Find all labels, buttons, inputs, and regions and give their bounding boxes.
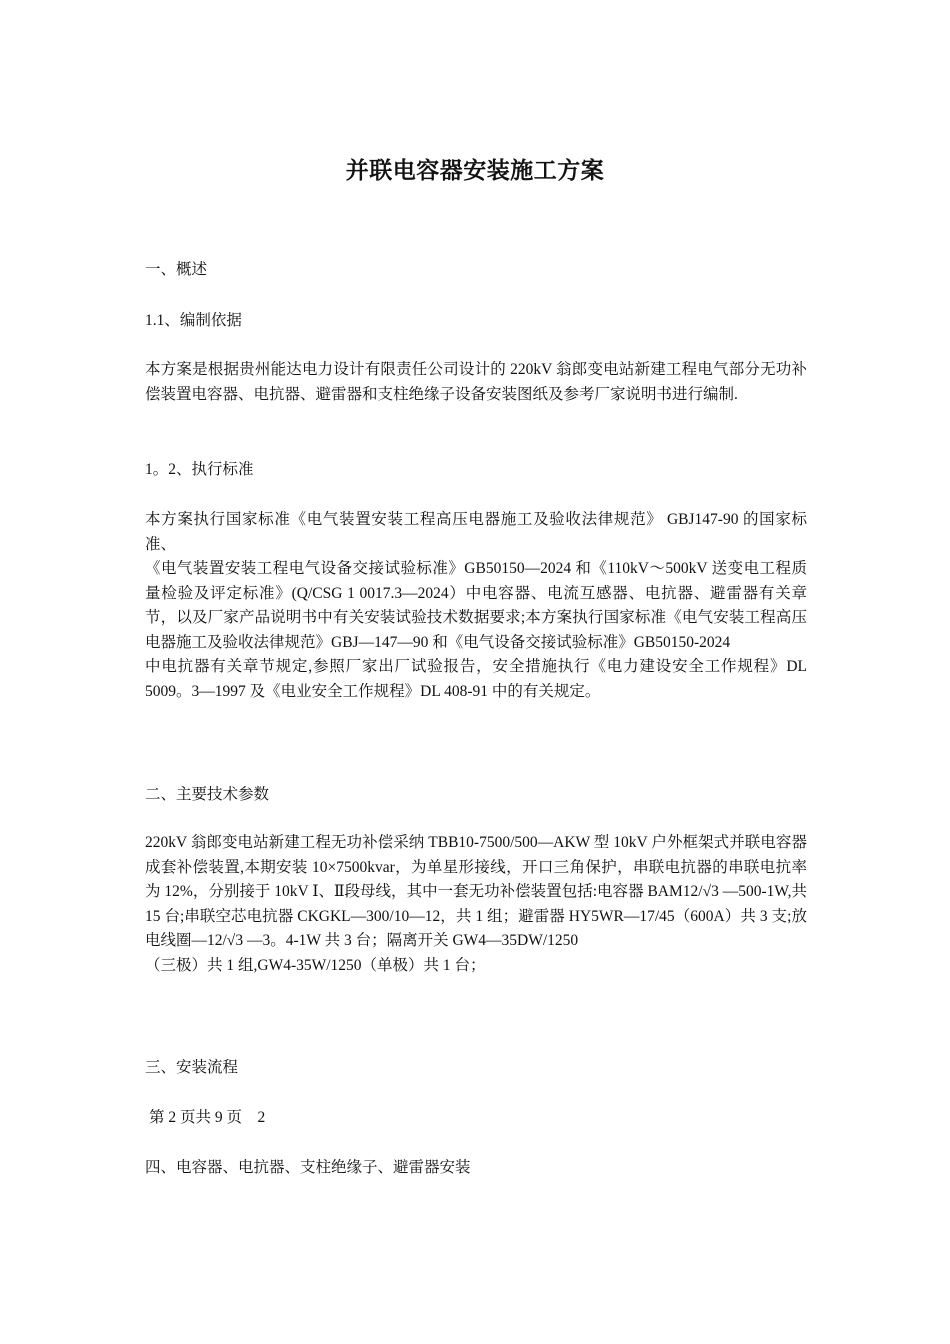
paragraph-parameters-line-1: 220kV 翁郎变电站新建工程无功补偿采纳 TBB10-7500/500—AKW 型 10kV 户外框架式并联电容器成套补偿装置,本期安装 10×7500kvar，为单星形接线，开口三角保护，串联电抗器的串联电抗率为 12%，分别接于 10kV Ⅰ、Ⅱ段母线，其中一套无功补偿装置包括:电容器 BAM12/√3 —500-1W,共 15 台;串联空芯电抗器 CKGKL—300/10—12，共 1 组；避雷器 HY5WR—17/45（600A）共 3 支;放电线圈—12/√3 —3。4-1W 共 3 台；隔离开关 GW4—35DW/1250 <box>145 834 807 949</box>
paragraph-standards-line-1: 本方案执行国家标准《电气装置安装工程高压电器施工及验收法律规范》 GBJ147-90 的国家标准、 <box>145 511 807 553</box>
paragraph-parameters <box>145 831 807 978</box>
section-heading-process: 三、安装流程 <box>145 1059 239 1076</box>
paragraph-standards-line-3: 中电抗器有关章节规定,参照厂家出厂试验报告，安全措施执行《电力建设安全工作规程》DL 5009。3—1997 及《电业安全工作规程》DL 408-91 中的有关规定。 <box>145 658 807 700</box>
subsection-heading-basis: 1.1、编制依据 <box>145 312 242 329</box>
paragraph-standards <box>145 508 807 704</box>
paragraph-parameters-line-2: （三极）共 1 组,GW4-35W/1250（单极）共 1 台； <box>145 956 486 974</box>
paragraph-standards-line-2: 《电气装置安装工程电气设备交接试验标准》GB50150—2024 和《110kV～500kV 送变电工程质量检验及评定标准》(Q/CSG 1 0017.3—2024）中电容器、电流互感器、电抗器、避雷器有关章节，以及厂家产品说明书中有关安装试验技术数据要求;本方案执行国家标准《电气安装工程高压电器施工及验收法律规范》GBJ—147—90 和《电气设备交接试验标准》GB50150-2024 <box>145 560 807 651</box>
subsection-heading-standards: 1。2、执行标准 <box>145 461 254 478</box>
page-footer: 第 2 页共 9 页 2 <box>149 1109 266 1126</box>
section-heading-installation: 四、电容器、电抗器、支柱绝缘子、避雷器安装 <box>145 1159 471 1176</box>
paragraph-basis: 本方案是根据贵州能达电力设计有限责任公司设计的 220kV 翁郎变电站新建工程电气部分无功补偿装置电容器、电抗器、避雷器和支柱绝缘子设备安装图纸及参考厂家说明书进行编制. <box>145 361 807 403</box>
section-heading-overview: 一、概述 <box>145 261 208 278</box>
document-title: 并联电容器安装施工方案 <box>345 158 605 183</box>
section-heading-parameters: 二、主要技术参数 <box>145 786 270 803</box>
